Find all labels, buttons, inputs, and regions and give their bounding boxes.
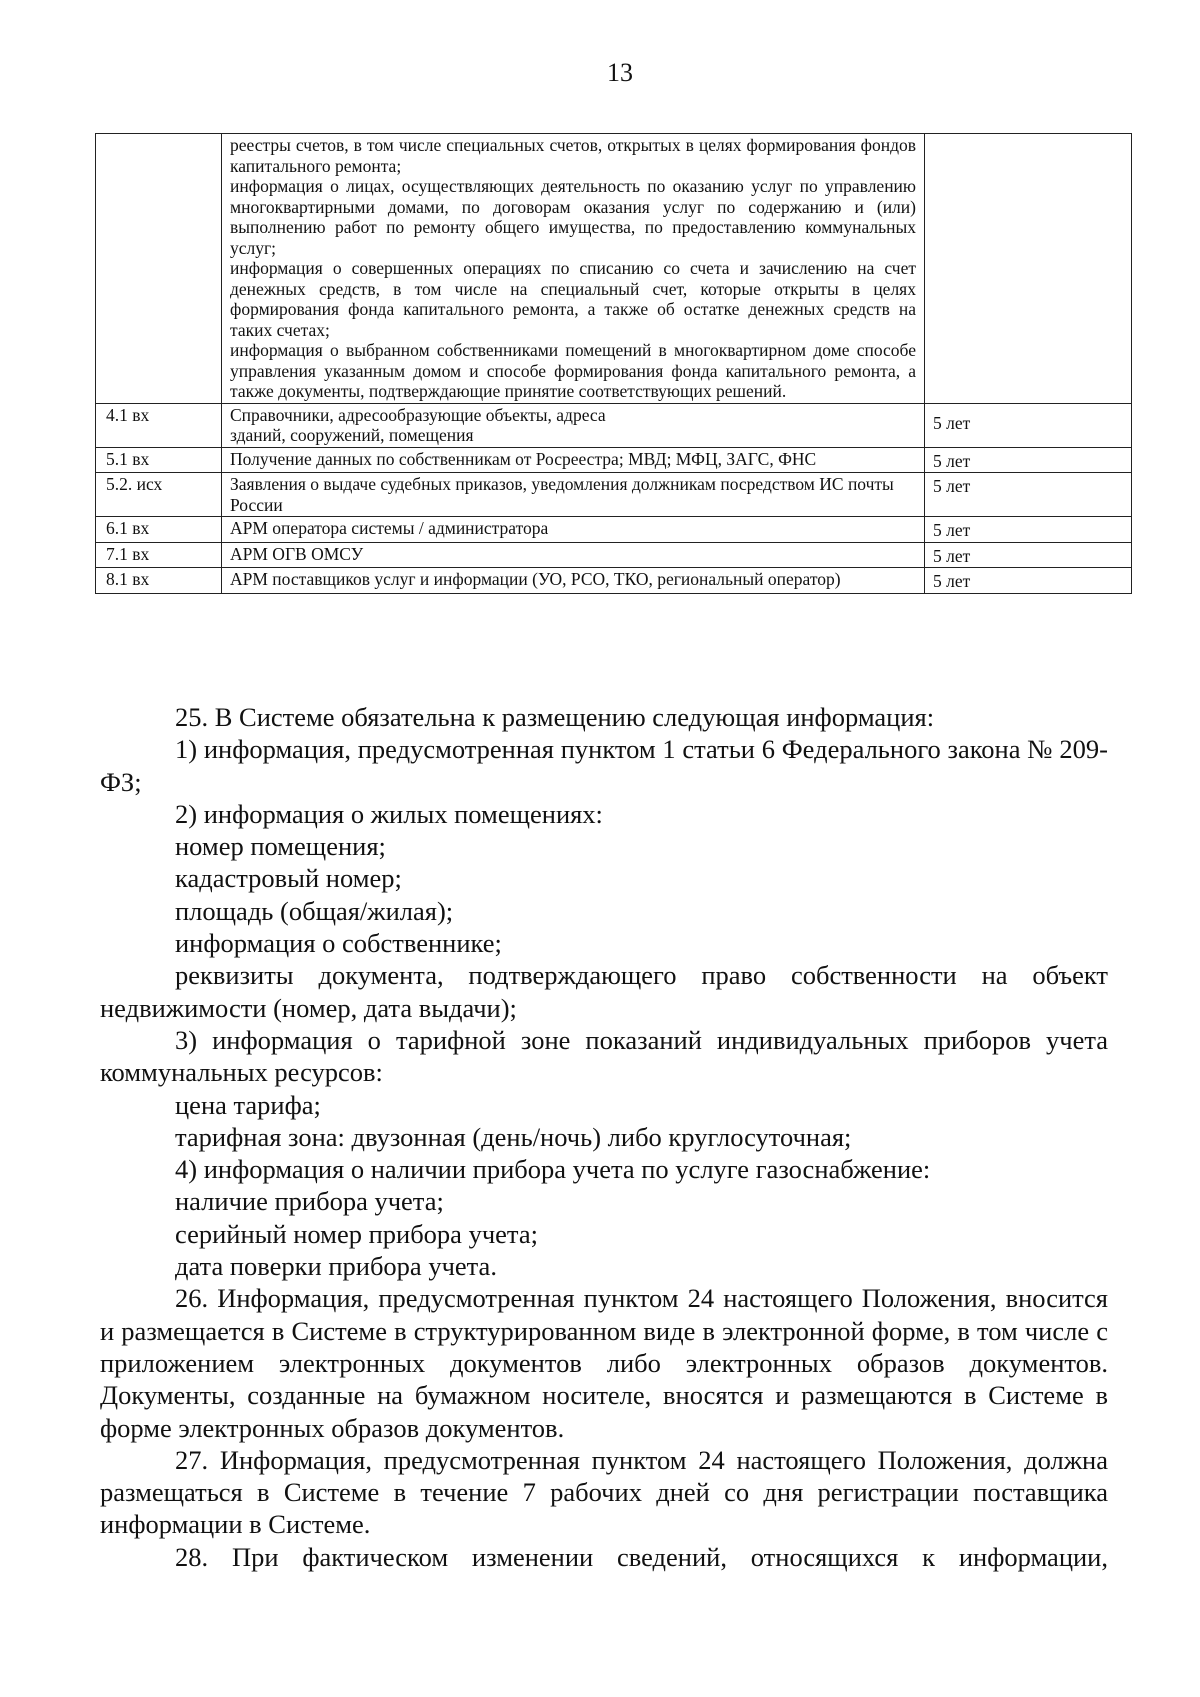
code-cell: 8.1 вх bbox=[96, 568, 222, 594]
term-cell bbox=[925, 134, 1132, 404]
paragraph-25-item-2: 2) информация о жилых помещениях: bbox=[175, 798, 603, 829]
desc-cell: Справочники, адресообразующие объекты, адреса зданий, сооружений, помещения bbox=[222, 403, 925, 447]
list-item: тарифная зона: двузонная (день/ночь) либо круглосуточная; bbox=[175, 1121, 852, 1152]
paragraph-25-item-1: 1) информация, предусмотренная пунктом 1 статьи 6 Федерального закона № 209-ФЗ; bbox=[100, 734, 1108, 797]
paragraph-26: 26. Информация, предусмотренная пунктом 24 настоящего Положения, вносится и размещается в Системе в структурированном виде в электронной форме, в том числе с приложением электронных документов либо электронных образов документов. Документы, созданные на бумажном носителе, вносятся и размещаются в Системе в форме электронных образов документов. bbox=[100, 1283, 1108, 1443]
table-row bbox=[96, 447, 1132, 473]
term-cell bbox=[925, 473, 1132, 517]
list-item: кадастровый номер; bbox=[175, 863, 402, 894]
table-row bbox=[96, 517, 1132, 543]
term-value: 5 лет bbox=[933, 412, 971, 433]
desc-cell bbox=[222, 134, 925, 404]
code-cell: 7.1 вх bbox=[96, 542, 222, 568]
term-cell bbox=[925, 542, 1132, 568]
list-item: реестры счетов, в том числе специальных счетов, открытых в целях формирования фондов капитального ремонта; bbox=[230, 135, 916, 176]
list-item: информация о совершенных операциях по списанию со счета и зачислению на счет денежных средств, в том числе на специальный счет, которые открыты в целях формирования фонда капитального ремонта, а также об остатке денежных средств на таких счетах; bbox=[230, 258, 916, 340]
list-item: номер помещения; bbox=[175, 831, 386, 862]
table-row bbox=[96, 473, 1132, 517]
code-cell bbox=[96, 134, 222, 404]
retention-table bbox=[95, 133, 1132, 594]
list-item: наличие прибора учета; bbox=[175, 1186, 444, 1217]
list-item: дата поверки прибора учета. bbox=[175, 1251, 497, 1282]
term-value: 5 лет bbox=[933, 450, 971, 471]
list-item: реквизиты документа, подтверждающего право собственности на объект недвижимости (номер, дата выдачи); bbox=[100, 960, 1108, 1023]
term-cell bbox=[925, 447, 1132, 473]
table-row bbox=[96, 403, 1132, 447]
desc-cell: АРМ поставщиков услуг и информации (УО, РСО, ТКО, региональный оператор) bbox=[222, 568, 925, 594]
term-value: 5 лет bbox=[933, 571, 971, 591]
paragraph-27: 27. Информация, предусмотренная пунктом 24 настоящего Положения, должна размещаться в Системе в течение 7 рабочих дней со дня регистрации поставщика информации в Системе. bbox=[100, 1444, 1108, 1540]
paragraph-25: 25. В Системе обязательна к размещению следующая информация: bbox=[175, 702, 935, 732]
desc-cell: АРМ ОГВ ОМСУ bbox=[222, 542, 925, 568]
body-text bbox=[100, 701, 1108, 1573]
list-item: площадь (общая/жилая); bbox=[175, 895, 454, 926]
code-cell: 5.2. исх bbox=[96, 473, 222, 517]
code-cell: 6.1 вх bbox=[96, 517, 222, 543]
code-cell: 4.1 вх bbox=[96, 403, 222, 447]
term-cell bbox=[925, 568, 1132, 594]
paragraph-28: 28. При фактическом изменении сведений, относящихся к информации, bbox=[175, 1541, 1108, 1572]
term-cell bbox=[925, 403, 1132, 447]
list-item: информация о выбранном собственниками помещений в многоквартирном доме способе управления указанным домом и способе формирования фонда капитального ремонта, а также документы, подтверждающие принятие соответствующих решений. bbox=[230, 340, 916, 401]
table-row bbox=[96, 568, 1132, 594]
list-item: информация о собственнике; bbox=[175, 928, 502, 959]
term-cell bbox=[925, 517, 1132, 543]
table-row bbox=[96, 542, 1132, 568]
list-item: информация о лицах, осуществляющих деятельность по оказанию услуг по управлению многоквартирными домами, по договорам оказания услуг по содержанию и (или) выполнению работ по ремонту общего имущества, по предоставлению коммунальных услуг; bbox=[230, 176, 916, 258]
desc-cell: Получение данных по собственникам от Росреестра; МВД; МФЦ, ЗАГС, ФНС bbox=[222, 447, 925, 473]
term-value: 5 лет bbox=[933, 476, 971, 496]
term-value: 5 лет bbox=[933, 520, 971, 540]
term-value: 5 лет bbox=[933, 545, 971, 566]
code-cell: 5.1 вх bbox=[96, 447, 222, 473]
list-item: цена тарифа; bbox=[175, 1089, 321, 1120]
desc-cell: АРМ оператора системы / администратора bbox=[222, 517, 925, 543]
page-number: 13 bbox=[607, 58, 633, 87]
desc-cell: Заявления о выдаче судебных приказов, уведомления должникам посредством ИС почты России bbox=[222, 473, 925, 517]
table-row bbox=[96, 134, 1132, 404]
paragraph-25-item-3: 3) информация о тарифной зоне показаний индивидуальных приборов учета коммунальных ресурсов: bbox=[100, 1024, 1108, 1088]
paragraph-25-item-4: 4) информация о наличии прибора учета по услуге газоснабжение: bbox=[175, 1154, 931, 1185]
list-item: серийный номер прибора учета; bbox=[175, 1218, 538, 1249]
